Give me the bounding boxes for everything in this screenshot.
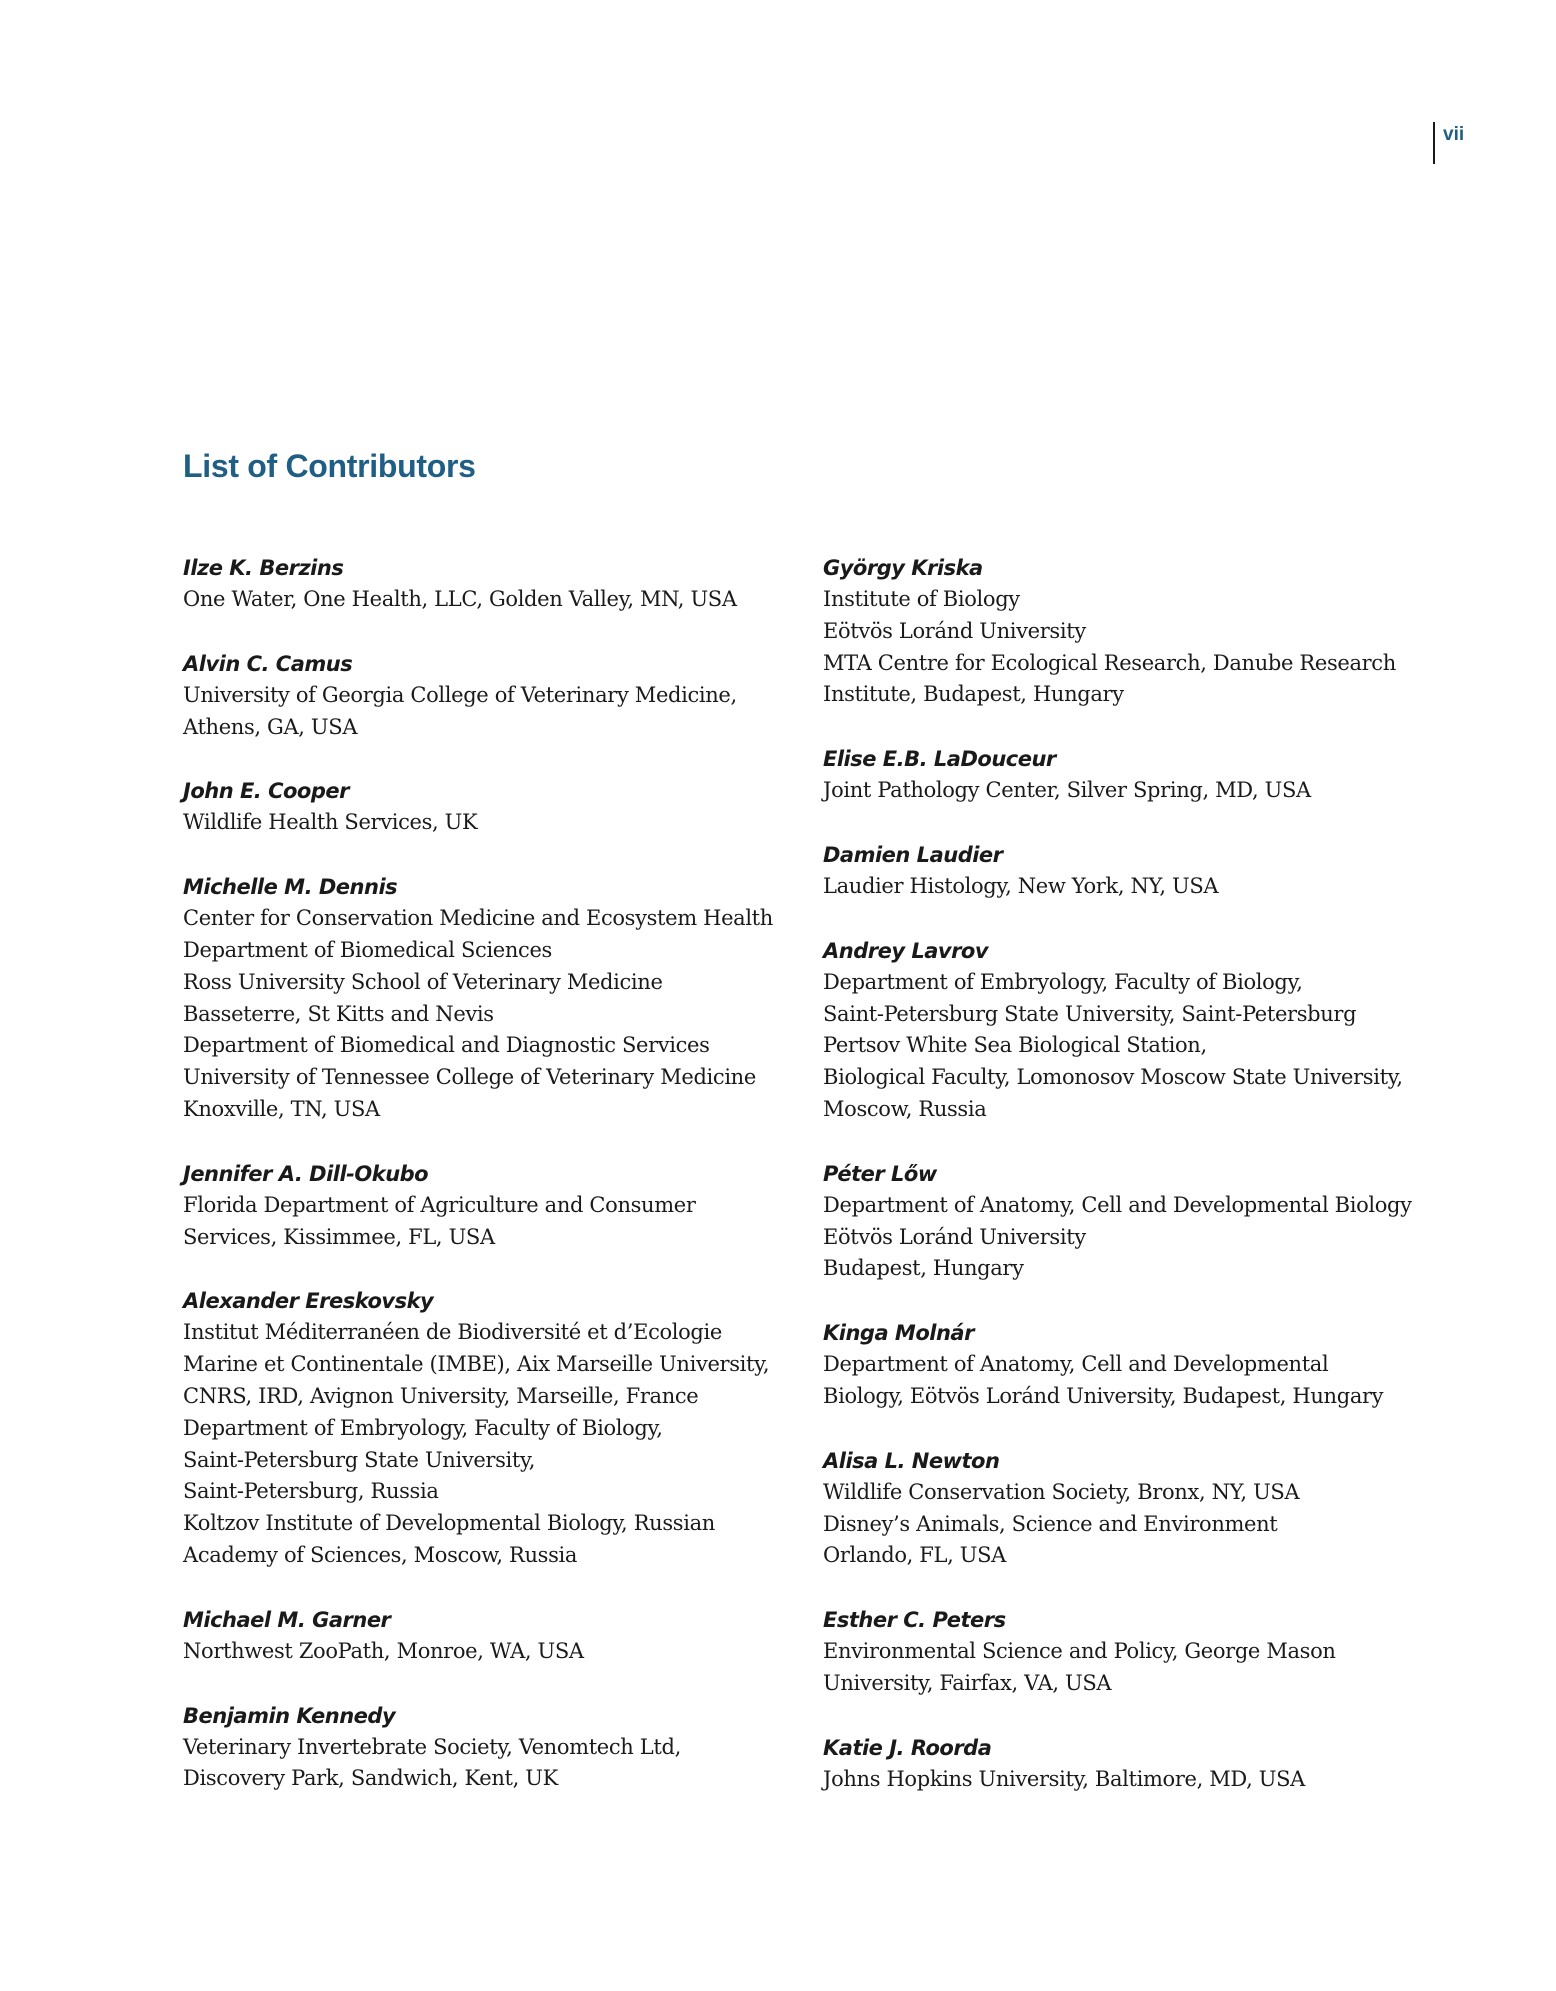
page-number: vii xyxy=(1443,124,1465,145)
contributor-entry xyxy=(823,839,1443,903)
contributor-entry xyxy=(823,1732,1443,1796)
contributor-affiliation-line: Biological Faculty, Lomonosov Moscow State University, xyxy=(823,1065,1403,1090)
contributor-name: Ilze K. Berzins xyxy=(183,556,344,580)
contributors-column-right xyxy=(823,552,1443,1828)
contributor-name: Damien Laudier xyxy=(823,842,1003,867)
contributor-affiliation-line: Athens, GA, USA xyxy=(183,714,358,739)
contributor-affiliation-line: Knoxville, TN, USA xyxy=(183,1096,380,1121)
contributor-affiliation-line: Koltzov Institute of Developmental Biology, Russian xyxy=(183,1511,715,1536)
contributor-name: Alisa L. Newton xyxy=(823,1448,1000,1473)
contributor-affiliation-line: Department of Embryology, Faculty of Biology, xyxy=(183,1415,663,1440)
contributor-affiliation-line: Department of Biomedical and Diagnostic Services xyxy=(183,1033,710,1058)
contributor-affiliation-line: Northwest ZooPath, Monroe, WA, USA xyxy=(183,1638,584,1663)
contributor-affiliation-line: Academy of Sciences, Moscow, Russia xyxy=(183,1542,578,1567)
contributor-entry xyxy=(183,648,783,744)
contributor-affiliation-line: Department of Anatomy, Cell and Developmental xyxy=(823,1352,1329,1377)
contributor-entry xyxy=(823,552,1443,711)
contributor-entry xyxy=(183,775,783,839)
contributor-entry xyxy=(183,552,783,616)
contributor-affiliation-line: Wildlife Health Services, UK xyxy=(183,810,478,835)
contributor-affiliation-line: Marine et Continentale (IMBE), Aix Marseille University, xyxy=(183,1352,770,1377)
contributor-affiliation-line: Joint Pathology Center, Silver Spring, MD, USA xyxy=(823,778,1311,803)
contributor-name: Michelle M. Dennis xyxy=(183,875,398,900)
contributor-name: Katie J. Roorda xyxy=(823,1735,992,1760)
contributor-affiliation-line: University of Georgia College of Veterinary Medicine, xyxy=(183,682,737,707)
contributor-name: Benjamin Kennedy xyxy=(183,1703,396,1728)
contributor-entry xyxy=(183,1158,783,1254)
watermark xyxy=(0,300,50,340)
contributor-affiliation-line: Disney’s Animals, Science and Environment xyxy=(823,1511,1278,1536)
page-title: List of Contributors xyxy=(183,448,476,484)
contributor-affiliation-line: Institute of Biology xyxy=(823,587,1020,611)
contributor-affiliation-line: Orlando, FL, USA xyxy=(823,1543,1006,1568)
page-number-marker xyxy=(1433,122,1464,164)
contributor-affiliation-line: Ross University School of Veterinary Medicine xyxy=(183,969,663,994)
contributor-affiliation-line: Saint-Petersburg, Russia xyxy=(183,1479,439,1504)
contributor-affiliation-line: Eötvös Loránd University xyxy=(823,1224,1086,1249)
contributor-entry xyxy=(183,871,783,1126)
contributor-affiliation-line: Eötvös Loránd University xyxy=(823,618,1086,643)
contributor-name: György Kriska xyxy=(823,556,983,580)
contributor-affiliation-line: Biology, Eötvös Loránd University, Budapest, Hungary xyxy=(823,1383,1384,1408)
contributor-affiliation-line: Institute, Budapest, Hungary xyxy=(823,682,1124,707)
contributor-entry xyxy=(823,1445,1443,1572)
contributor-affiliation-line: Discovery Park, Sandwich, Kent, UK xyxy=(183,1766,558,1791)
contributor-entry xyxy=(823,935,1443,1126)
contributor-entry xyxy=(823,1158,1443,1285)
contributor-entry xyxy=(183,1700,783,1796)
contributor-entry xyxy=(823,1604,1443,1700)
contributor-affiliation-line: Department of Embryology, Faculty of Biology, xyxy=(823,969,1303,994)
contributor-affiliation-line: Saint-Petersburg State University, xyxy=(183,1447,536,1472)
contributor-name: Kinga Molnár xyxy=(823,1321,974,1346)
contributor-affiliation-line: Department of Anatomy, Cell and Developmental Biology xyxy=(823,1192,1412,1217)
contributor-name: Esther C. Peters xyxy=(823,1608,1006,1633)
contributor-name: Andrey Lavrov xyxy=(823,938,989,963)
contributor-affiliation-line: Department of Biomedical Sciences xyxy=(183,937,552,962)
contributor-name: John E. Cooper xyxy=(183,779,349,804)
contributor-affiliation-line: University of Tennessee College of Veterinary Medicine xyxy=(183,1065,756,1090)
contributor-entry xyxy=(183,1285,783,1571)
contributor-name: Alvin C. Camus xyxy=(183,651,353,676)
contributor-affiliation-line: Institut Méditerranéen de Biodiversité et d’Ecologie xyxy=(183,1320,722,1345)
contributors-column-left xyxy=(183,552,783,1827)
contributor-entry xyxy=(823,1317,1443,1413)
contributor-affiliation-line: Environmental Science and Policy, George Mason xyxy=(823,1639,1336,1664)
contributor-affiliation-line: Florida Department of Agriculture and Consumer xyxy=(183,1192,696,1217)
contributor-affiliation-line: Wildlife Conservation Society, Bronx, NY, USA xyxy=(823,1479,1300,1504)
contributor-name: Michael M. Garner xyxy=(183,1607,391,1632)
contributor-affiliation-line: Moscow, Russia xyxy=(823,1096,987,1121)
contributor-name: Jennifer A. Dill-Okubo xyxy=(183,1161,429,1186)
contributor-affiliation-line: CNRS, IRD, Avignon University, Marseille, France xyxy=(183,1383,699,1408)
contributor-name: Elise E.B. LaDouceur xyxy=(823,747,1056,772)
contributor-entry xyxy=(823,743,1443,807)
contributor-affiliation-line: Pertsov White Sea Biological Station, xyxy=(823,1033,1207,1058)
contributor-affiliation-line: Center for Conservation Medicine and Ecosystem Health xyxy=(183,906,773,931)
contributor-affiliation-line: One Water, One Health, LLC, Golden Valley, MN, USA xyxy=(183,587,737,611)
contributor-affiliation-line: Budapest, Hungary xyxy=(823,1256,1024,1281)
contributor-name: Péter Lőw xyxy=(823,1161,937,1186)
contributor-affiliation-line: Johns Hopkins University, Baltimore, MD, USA xyxy=(823,1766,1305,1791)
contributor-affiliation-line: MTA Centre for Ecological Research, Danube Research xyxy=(823,650,1396,675)
contributor-affiliation-line: Services, Kissimmee, FL, USA xyxy=(183,1224,495,1249)
contributor-name: Alexander Ereskovsky xyxy=(183,1289,434,1314)
contributor-affiliation-line: Laudier Histology, New York, NY, USA xyxy=(823,873,1219,898)
contributor-affiliation-line: Saint-Petersburg State University, Saint-Petersburg xyxy=(823,1001,1357,1026)
contributor-affiliation-line: Basseterre, St Kitts and Nevis xyxy=(183,1001,494,1026)
contributor-entry xyxy=(183,1604,783,1668)
contributor-affiliation-line: University, Fairfax, VA, USA xyxy=(823,1670,1112,1695)
contributor-affiliation-line: Veterinary Invertebrate Society, Venomtech Ltd, xyxy=(183,1734,681,1759)
